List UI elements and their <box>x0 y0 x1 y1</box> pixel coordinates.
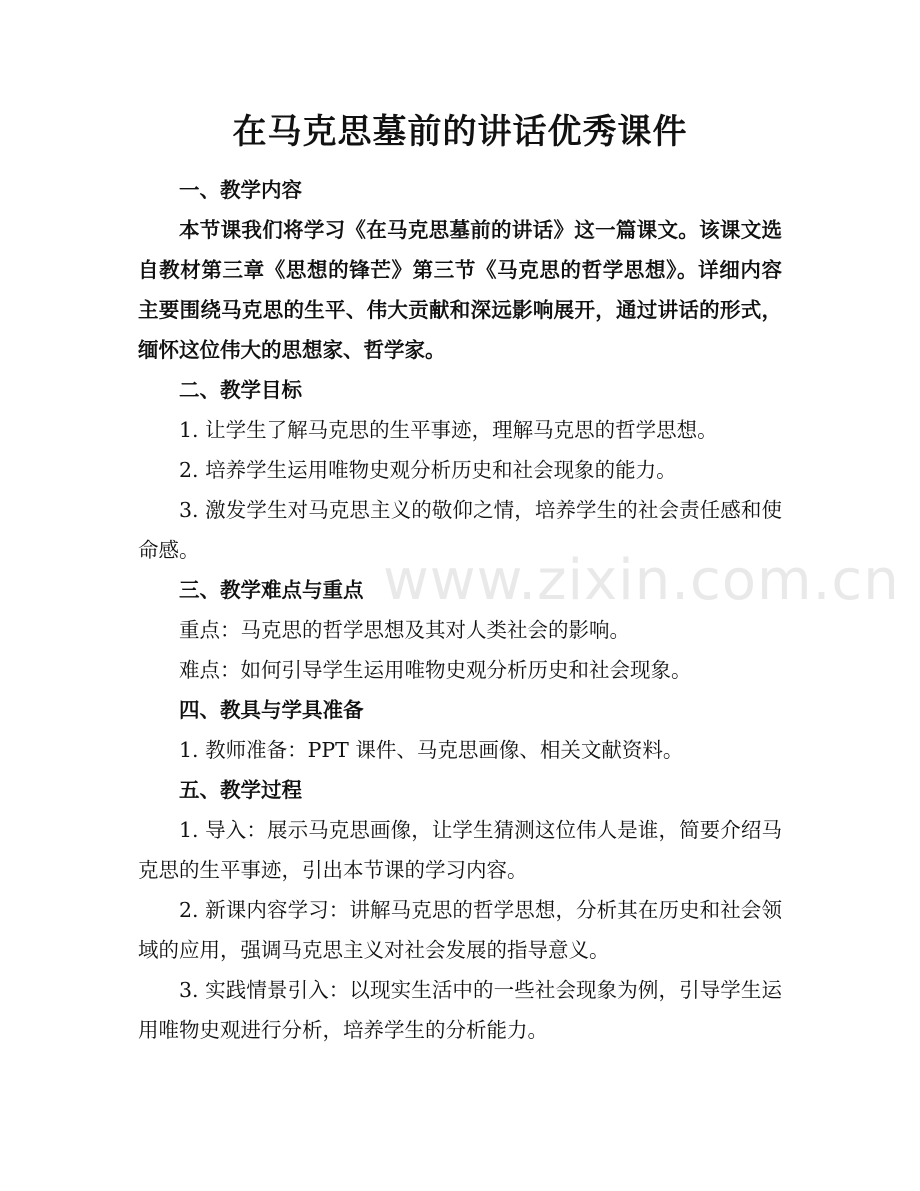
process-item-3: 3. 实践情景引入：以现实生活中的一些社会现象为例，引导学生运用唯物史观进行分析，培养学生的分析能力。 <box>138 978 782 1042</box>
materials-item-1: 1. 教师准备：PPT 课件、马克思画像、相关文献资料。 <box>179 738 684 762</box>
watermark-text: www.zixin.com.cn <box>383 548 900 613</box>
paragraph-content-intro: 本节课我们将学习《在马克思墓前的讲话》这一篇课文。该课文选自教材第三章《思想的锋芒》第三节《马克思的哲学思想》。详细内容主要围绕马克思的生平、伟大贡献和深远影响展开，通过讲话的形式，缅怀这位伟大的思想家、哲学家。 <box>138 218 782 362</box>
section-heading-content: 一、教学内容 <box>179 178 302 202</box>
process-item-2: 2. 新课内容学习：讲解马克思的哲学思想，分析其在历史和社会领域的应用，强调马克思主义对社会发展的指导意义。 <box>138 898 782 962</box>
section-heading-process: 五、教学过程 <box>179 778 302 802</box>
key-point: 重点：马克思的哲学思想及其对人类社会的影响。 <box>179 618 630 642</box>
goal-item-1: 1. 让学生了解马克思的生平事迹，理解马克思的哲学思想。 <box>179 418 718 442</box>
section-heading-goals: 二、教学目标 <box>179 378 302 402</box>
section-heading-materials: 四、教具与学具准备 <box>179 698 364 722</box>
goal-item-2: 2. 培养学生运用唯物史观分析历史和社会现象的能力。 <box>179 458 677 482</box>
section-heading-difficulties: 三、教学难点与重点 <box>179 578 364 602</box>
difficult-point: 难点：如何引导学生运用唯物史观分析历史和社会现象。 <box>179 658 692 682</box>
process-item-1: 1. 导入：展示马克思画像，让学生猜测这位伟人是谁，简要介绍马克思的生平事迹，引出本节课的学习内容。 <box>138 818 782 882</box>
goal-item-3: 3. 激发学生对马克思主义的敬仰之情，培养学生的社会责任感和使命感。 <box>138 498 782 562</box>
document-title: 在马克思墓前的讲话优秀课件 <box>232 112 688 152</box>
